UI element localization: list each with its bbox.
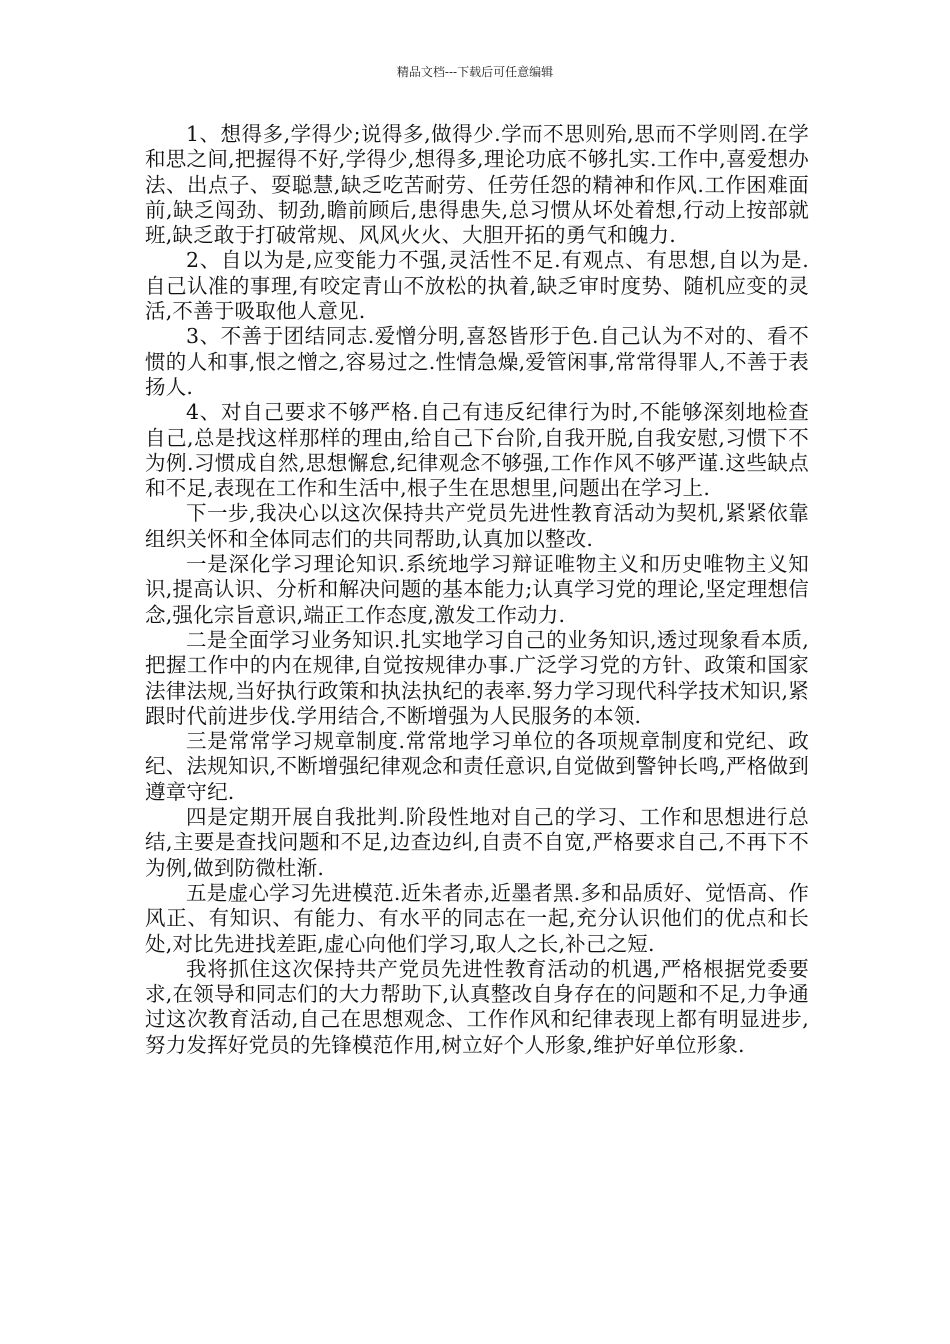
paragraph-measure-3: 三是常常学习规章制度.常常地学习单位的各项规章制度和党纪、政纪、法规知识,不断增强纪律观念和责任意识,自觉做到警钟长鸣,严格做到遵章守纪. [145, 729, 809, 804]
paragraph-shortcoming-3: 3、不善于团结同志.爱憎分明,喜怒皆形于色.自己认为不对的、看不惯的人和事,恨之憎之,容易过之.性情急燥,爱管闲事,常常得罪人,不善于表扬人. [145, 324, 809, 399]
paragraph-measure-1: 一是深化学习理论知识.系统地学习辩证唯物主义和历史唯物主义知识,提高认识、分析和解决问题的基本能力;认真学习党的理论,坚定理想信念,强化宗旨意识,端正工作态度,激发工作动力. [145, 552, 809, 627]
paragraph-conclusion: 我将抓住这次保持共产党员先进性教育活动的机遇,严格根据党委要求,在领导和同志们的大力帮助下,认真整改自身存在的问题和不足,力争通过这次教育活动,自己在思想观念、工作作风和纪律表现上都有明显进步,努力发挥好党员的先锋模范作用,树立好个人形象,维护好单位形象. [145, 956, 809, 1057]
paragraph-measure-5: 五是虚心学习先进模范.近朱者赤,近墨者黑.多和品质好、觉悟高、作风正、有知识、有能力、有水平的同志在一起,充分认识他们的优点和长处,对比先进找差距,虚心向他们学习,取人之长,补己之短. [145, 880, 809, 956]
paragraph-measure-2: 二是全面学习业务知识.扎实地学习自己的业务知识,透过现象看本质,把握工作中的内在规律,自觉按规律办事.广泛学习党的方针、政策和国家法律法规,当好执行政策和执法执纪的表率.努力学习现代科学技术知识,紧跟时代前进步伐.学用结合,不断增强为人民服务的本领. [145, 627, 809, 728]
paragraph-shortcoming-1: 1、想得多,学得少;说得多,做得少.学而不思则殆,思而不学则罔.在学和思之间,把握得不好,学得少,想得多,理论功底不够扎实.工作中,喜爱想办法、出点子、耍聪慧,缺乏吃苦耐劳、任劳任怨的精神和作风.工作困难面前,缺乏闯劲、韧劲,瞻前顾后,患得患失,总习惯从坏处着想,行动上按部就班,缺乏敢于打破常规、风风火火、大胆开拓的勇气和魄力. [145, 122, 809, 248]
paragraph-next-step: 下一步,我决心以这次保持共产党员先进性教育活动为契机,紧紧依靠组织关怀和全体同志们的共同帮助,认真加以整改. [145, 501, 809, 551]
paragraph-shortcoming-2: 2、自以为是,应变能力不强,灵活性不足.有观点、有思想,自以为是.自己认准的事理,有咬定青山不放松的执着,缺乏审时度势、随机应变的灵活,不善于吸取他人意见. [145, 248, 809, 324]
paragraph-measure-4: 四是定期开展自我批判.阶段性地对自己的学习、工作和思想进行总结,主要是查找问题和不足,边查边纠,自责不自宽,严格要求自己,不再下不为例,做到防微杜渐. [145, 805, 809, 880]
document-body [145, 122, 809, 1058]
paragraph-shortcoming-4: 4、对自己要求不够严格.自己有违反纪律行为时,不能够深刻地检查自己,总是找这样那样的理由,给自己下台阶,自我开脱,自我安慰,习惯下不为例.习惯成自然,思想懈怠,纪律观念不够强,工作作风不够严谨.这些缺点和不足,表现在工作和生活中,根子生在思想里,问题出在学习上. [145, 400, 809, 501]
page-header: 精品文档---下载后可任意编辑 [396, 65, 554, 79]
